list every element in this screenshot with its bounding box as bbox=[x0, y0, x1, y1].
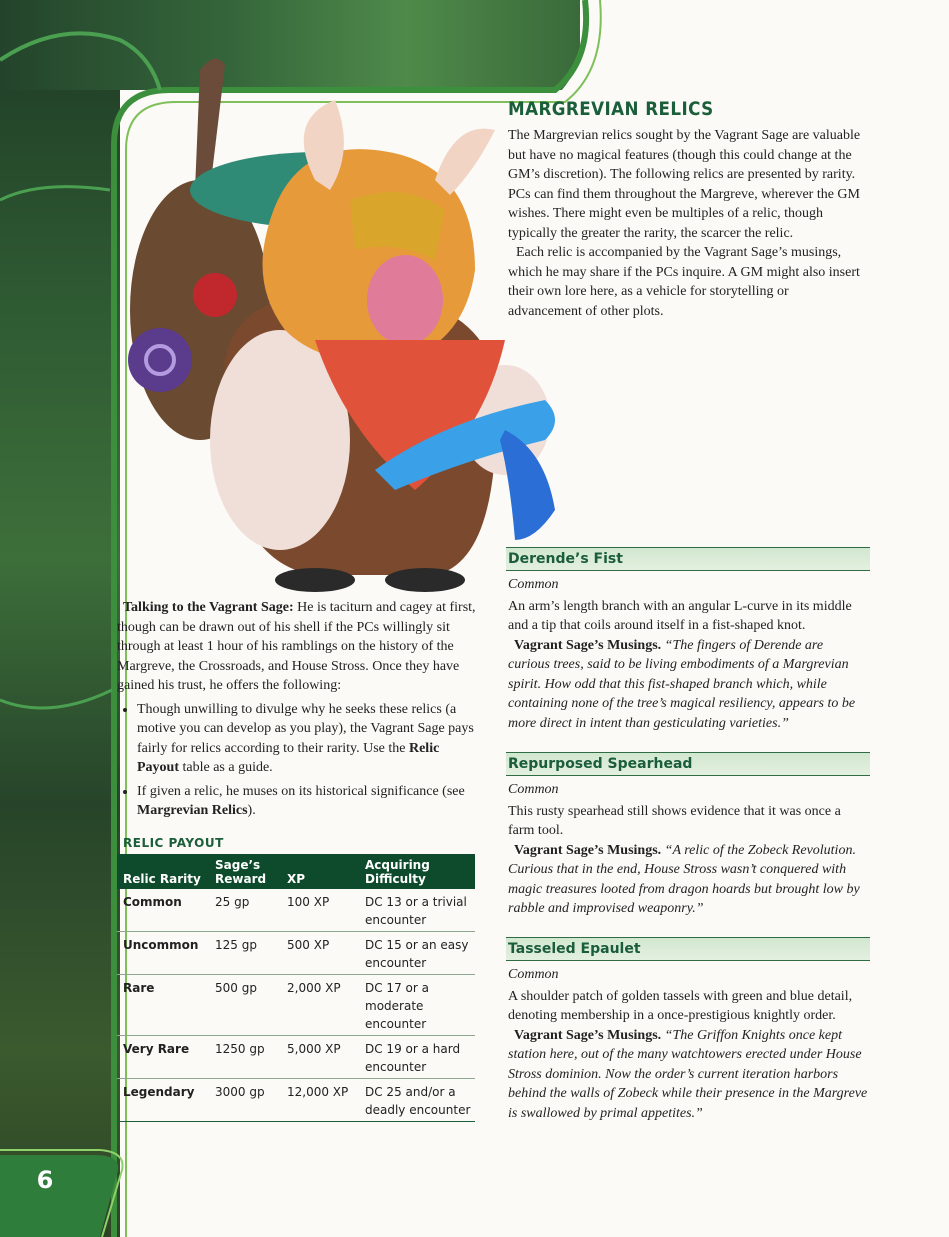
musing-text: “The fingers of Derende are curious trees, said to be living embodiments of a Margrevian spirit. How odd that this fist-shaped branch which, while containing none of the tree’s magical resiliency, appears to be more direct in intent than gesticulating varieties.” bbox=[508, 637, 856, 731]
header-xp: XP bbox=[281, 854, 359, 889]
page-number: 6 bbox=[36, 1166, 54, 1194]
cell-rarity: Rare bbox=[117, 975, 209, 1036]
talking-paragraph bbox=[117, 598, 477, 696]
bullet-text: Though unwilling to divulge why he seeks these relics (a motive you can develop as you play), the Vagrant Sage pays fairly for relics according to their rarity. Use the bbox=[137, 701, 474, 756]
cell-rarity: Common bbox=[117, 889, 209, 932]
cell-reward: 125 gp bbox=[209, 932, 281, 975]
relic-description: This rusty spearhead still shows evidence that it was once a farm tool. bbox=[508, 803, 841, 838]
relic-body-tasseled-epaulet bbox=[508, 965, 868, 1123]
cell-rarity: Uncommon bbox=[117, 932, 209, 975]
relic-heading-tasseled-epaulet: Tasseled Epaulet bbox=[506, 937, 870, 961]
cell-xp: 100 XP bbox=[281, 889, 359, 932]
table-header-row bbox=[117, 854, 475, 889]
table-row bbox=[117, 1036, 475, 1079]
relic-description: An arm’s length branch with an angular L-curve in its middle and a tip that coils around itself in a fist-shaped knot. bbox=[508, 598, 852, 633]
bullet-text: ). bbox=[247, 803, 256, 818]
header-acquiring-difficulty: Acquiring Difficulty bbox=[359, 854, 475, 889]
talking-lead: Talking to the Vagrant Sage: bbox=[123, 600, 294, 615]
cell-difficulty: DC 17 or a moderate encounter bbox=[359, 975, 475, 1036]
cell-difficulty: DC 25 and/or a deadly encounter bbox=[359, 1079, 475, 1122]
margrevian-relics-intro bbox=[508, 126, 864, 321]
cell-reward: 500 gp bbox=[209, 975, 281, 1036]
cell-xp: 12,000 XP bbox=[281, 1079, 359, 1122]
relic-musing bbox=[508, 636, 868, 734]
relic-musing bbox=[508, 1026, 868, 1124]
cell-reward: 25 gp bbox=[209, 889, 281, 932]
table-row bbox=[117, 975, 475, 1036]
margrevian-relics-reference: Margrevian Relics bbox=[137, 803, 248, 818]
cell-xp: 500 XP bbox=[281, 932, 359, 975]
bullet-text: table as a guide. bbox=[182, 760, 273, 775]
intro-paragraph-2: Each relic is accompanied by the Vagrant Sage’s musings, which he may share if the PCs inquire. A GM might also insert their own lore here, as a vehicle for storytelling or advancement of other plots. bbox=[508, 245, 860, 319]
table-row bbox=[117, 1079, 475, 1122]
musing-text: “A relic of the Zobeck Revolution. Curious that in the end, House Stross wasn’t conquered with magic treasures looted from dragon hoards but brought low by rabble and improvised weaponry.” bbox=[508, 842, 860, 916]
talking-to-vagrant-sage bbox=[117, 598, 477, 825]
relic-description: A shoulder patch of golden tassels with green and blue detail, denoting membership in a once-prestigious knightly order. bbox=[508, 988, 853, 1023]
table-row bbox=[117, 932, 475, 975]
cell-rarity: Legendary bbox=[117, 1079, 209, 1122]
musing-label: Vagrant Sage’s Musings. bbox=[514, 842, 662, 858]
relic-body-derendes-fist bbox=[508, 575, 868, 733]
section-title-margrevian-relics: MARGREVIAN RELICS bbox=[508, 98, 714, 120]
cell-rarity: Very Rare bbox=[117, 1036, 209, 1079]
cell-reward: 3000 gp bbox=[209, 1079, 281, 1122]
relic-body-repurposed-spearhead bbox=[508, 780, 868, 919]
relic-rarity: Common bbox=[508, 577, 559, 592]
bullet-item-payment bbox=[137, 700, 477, 778]
musing-label: Vagrant Sage’s Musings. bbox=[514, 637, 662, 653]
vagrant-sage-illustration bbox=[105, 40, 565, 600]
bullet-text: If given a relic, he muses on its historical significance (see bbox=[137, 783, 465, 799]
cell-difficulty: DC 13 or a trivial encounter bbox=[359, 889, 475, 932]
relic-rarity: Common bbox=[508, 782, 559, 797]
relic-payout-reference: Relic Payout bbox=[137, 740, 440, 775]
musing-text: “The Griffon Knights once kept station here, out of the many watchtowers erected under House Stross dominion. Now the order’s current iteration harbors behind the walls of Zobeck while their presence in the Margreve is swallowed by primal appetites.” bbox=[508, 1027, 868, 1121]
table-row bbox=[117, 889, 475, 932]
header-relic-rarity: Relic Rarity bbox=[117, 854, 209, 889]
relic-heading-repurposed-spearhead: Repurposed Spearhead bbox=[506, 752, 870, 776]
cell-difficulty: DC 19 or a hard encounter bbox=[359, 1036, 475, 1079]
relic-payout-table bbox=[117, 854, 475, 1122]
musing-label: Vagrant Sage’s Musings. bbox=[514, 1027, 662, 1043]
cell-xp: 5,000 XP bbox=[281, 1036, 359, 1079]
intro-paragraph-1: The Margrevian relics sought by the Vagrant Sage are valuable but have no magical features (though this could change at the GM’s discretion). The following relics are presented by rarity. PCs can find them throughout the Margreve, wherever the GM wishes. There might even be multiples of a relic, though typically the greater the rarity, the scarcer the relic. bbox=[508, 128, 861, 241]
relic-musing bbox=[508, 841, 868, 919]
bullet-item-musing bbox=[137, 782, 477, 821]
header-sages-reward: Sage’s Reward bbox=[209, 854, 281, 889]
relic-heading-derendes-fist: Derende’s Fist bbox=[506, 547, 870, 571]
talking-text: He is taciturn and cagey at first, though can be drawn out of his shell if the PCs willingly sit through at least 1 hour of his ramblings on the history of the Margreve, the Crossroads, and House Stross. Once they have gained his trust, he offers the following: bbox=[117, 600, 476, 693]
cell-difficulty: DC 15 or an easy encounter bbox=[359, 932, 475, 975]
cell-reward: 1250 gp bbox=[209, 1036, 281, 1079]
table-title-relic-payout: RELIC PAYOUT bbox=[123, 836, 224, 850]
talking-bullet-list bbox=[117, 700, 477, 821]
cell-xp: 2,000 XP bbox=[281, 975, 359, 1036]
relic-rarity: Common bbox=[508, 967, 559, 982]
